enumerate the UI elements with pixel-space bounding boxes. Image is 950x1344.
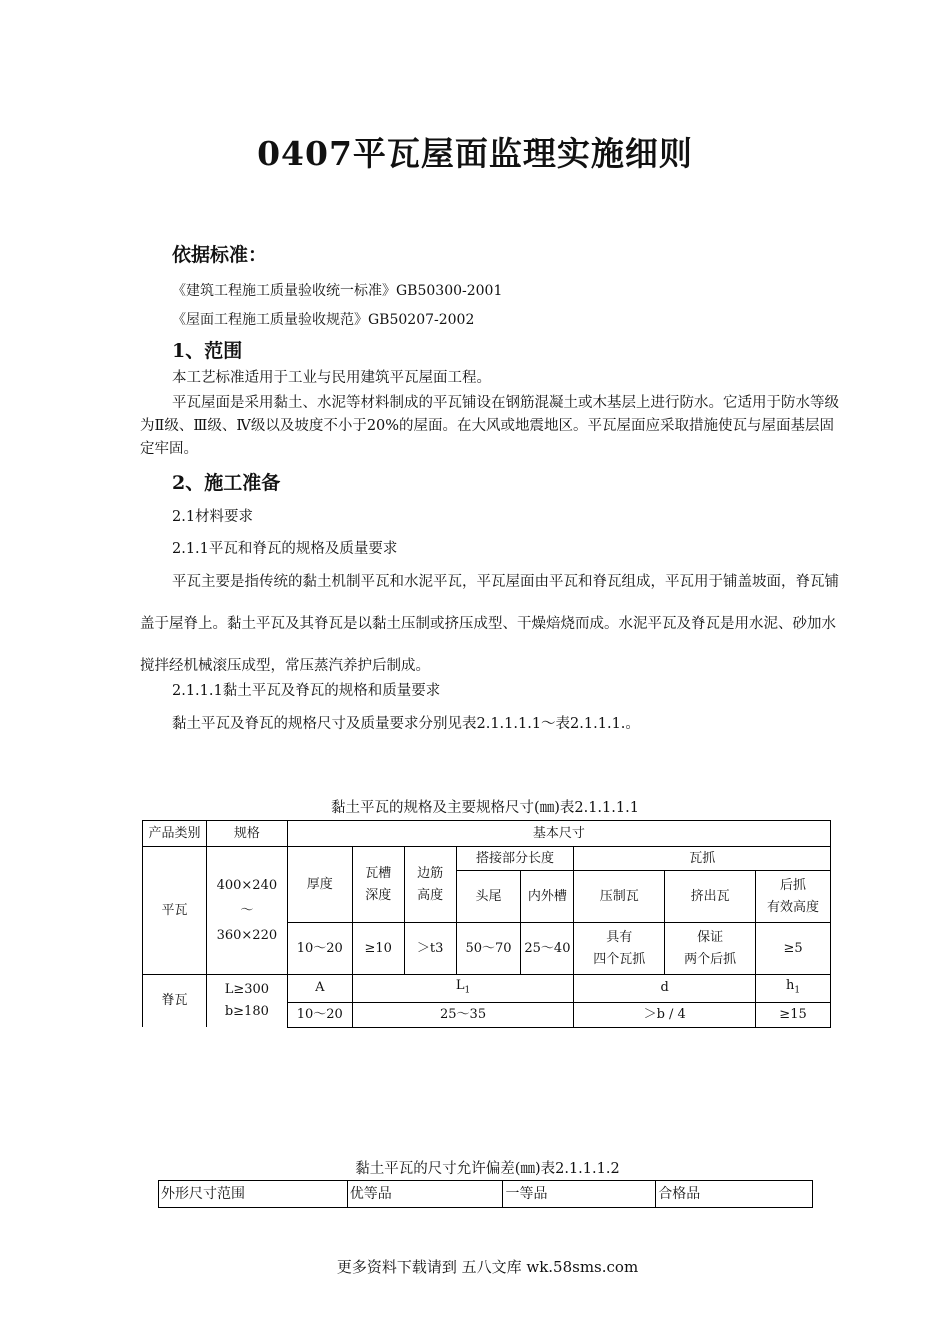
ridge-header-h1 <box>756 975 831 1003</box>
header-basic-size: 基本尺寸 <box>287 821 830 847</box>
header-pressed-tile: 压制瓦 <box>574 871 665 923</box>
ridge-header-a: A <box>287 975 352 1003</box>
ridge-value-h1: ≥15 <box>756 1002 831 1027</box>
row-ridge-tile-name: 脊瓦 <box>143 975 207 1028</box>
ridge-header-l1-subscript: 1 <box>464 985 471 996</box>
header-premium-grade: 优等品 <box>347 1181 503 1208</box>
spec-line: 400×240 <box>216 877 278 893</box>
spec-line: b≥180 <box>224 1004 269 1020</box>
table-2 <box>158 1180 813 1208</box>
header-extruded-tile: 挤出瓦 <box>665 871 756 923</box>
table-2-caption: 黏土平瓦的尺寸允许偏差(㎜)表2.1.1.1.2 <box>355 1161 620 1177</box>
value-line: 两个后抓 <box>684 951 737 967</box>
header-rear-claw <box>756 871 831 923</box>
header-line: 瓦槽 <box>365 865 392 881</box>
value-edge-height: ＞t3 <box>404 923 456 975</box>
value-extruded-tile <box>665 923 756 975</box>
value-groove-depth: ≥10 <box>352 923 404 975</box>
row-flat-tile-name: 平瓦 <box>143 847 207 975</box>
ridge-header-l1 <box>352 975 574 1003</box>
header-line: 高度 <box>417 887 444 903</box>
header-line: 后抓 <box>780 877 807 893</box>
header-line: 边筋 <box>417 865 444 881</box>
subsection-heading: 2.1.1.1黏土平瓦及脊瓦的规格和质量要求 <box>172 683 441 699</box>
header-inner-outer: 内外槽 <box>521 871 574 923</box>
spec-line: L≥300 <box>224 982 270 998</box>
header-edge-height <box>404 847 456 923</box>
value-thickness: 10～20 <box>287 923 352 975</box>
footer-download-note[interactable]: 更多资料下载请到 五八文库 wk.58sms.com <box>336 1258 639 1276</box>
basis-item: 《屋面工程施工质量验收规范》GB50207-2002 <box>172 312 475 328</box>
ridge-header-h1-letter: h <box>785 978 795 993</box>
row-ridge-tile-spec <box>206 975 287 1028</box>
header-groove-depth <box>352 847 404 923</box>
section-1-paragraph: 平瓦屋面是采用黏土、水泥等材料制成的平瓦铺设在钢筋混凝土或木基层上进行防水。它适用于防水等级为Ⅱ级、Ⅲ级、Ⅳ级以及坡度不小于20%的屋面。在大风或地震地区。平瓦屋面应采取措施使瓦与屋面基层固定牢固。 <box>140 395 839 457</box>
spec-line: 360×220 <box>216 927 278 943</box>
subsection-heading: 2.1.1平瓦和脊瓦的规格及质量要求 <box>172 541 398 557</box>
section-2-paragraph: 黏土平瓦及脊瓦的规格尺寸及质量要求分别见表2.1.1.1.1～表2.1.1.1.。 <box>172 716 640 732</box>
subsection-heading: 2.1材料要求 <box>172 509 254 525</box>
basis-item: 《建筑工程施工质量验收统一标准》GB50300-2001 <box>172 283 503 299</box>
table-1 <box>142 820 831 1028</box>
row-flat-tile-spec <box>206 847 287 975</box>
header-first-grade: 一等品 <box>503 1181 656 1208</box>
value-line: 具有 <box>606 929 633 945</box>
header-thickness: 厚度 <box>287 847 352 923</box>
value-rear-claw: ≥5 <box>756 923 831 975</box>
header-head-tail: 头尾 <box>456 871 521 923</box>
ridge-value-d: ＞b / 4 <box>574 1002 756 1027</box>
section-2-heading: 2、施工准备 <box>172 472 281 494</box>
section-2-paragraph: 平瓦主要是指传统的黏土机制平瓦和水泥平瓦，平瓦屋面由平瓦和脊瓦组成，平瓦用于铺盖坡面，脊瓦铺盖于屋脊上。黏土平瓦及其脊瓦是以黏土压制或挤压成型、干燥焙烧而成。水泥平瓦及脊瓦是用水泥、砂加水搅拌经机械滚压成型，常压蒸汽养护后制成。 <box>140 574 839 674</box>
value-inner-outer: 25～40 <box>521 923 574 975</box>
header-spec: 规格 <box>206 821 287 847</box>
table-1-caption: 黏土平瓦的规格及主要规格尺寸(㎜)表2.1.1.1.1 <box>331 800 639 816</box>
section-1-heading: 1、范围 <box>172 340 243 362</box>
header-product-type: 产品类别 <box>143 821 207 847</box>
header-claw: 瓦抓 <box>574 847 831 871</box>
document-title: 0407平瓦屋面监理实施细则 <box>257 134 693 173</box>
header-line: 有效高度 <box>767 899 820 915</box>
ridge-header-d: d <box>574 975 756 1003</box>
spec-line: ～ <box>240 902 254 918</box>
header-line: 深度 <box>365 887 392 903</box>
value-line: 四个瓦抓 <box>593 951 646 967</box>
section-1-paragraph: 本工艺标准适用于工业与民用建筑平瓦屋面工程。 <box>172 370 491 386</box>
header-overlap-length: 搭接部分长度 <box>456 847 574 871</box>
ridge-value-l1: 25～35 <box>352 1002 574 1027</box>
basis-heading: 依据标准： <box>172 244 268 266</box>
ridge-header-l1-letter: L <box>455 978 465 993</box>
value-line: 保证 <box>697 929 724 945</box>
value-head-tail: 50～70 <box>456 923 521 975</box>
header-size-range: 外形尺寸范围 <box>159 1181 348 1208</box>
header-qualified-grade: 合格品 <box>656 1181 813 1208</box>
value-pressed-tile <box>574 923 665 975</box>
ridge-value-a: 10～20 <box>287 1002 352 1027</box>
ridge-header-h1-subscript: 1 <box>794 985 801 996</box>
